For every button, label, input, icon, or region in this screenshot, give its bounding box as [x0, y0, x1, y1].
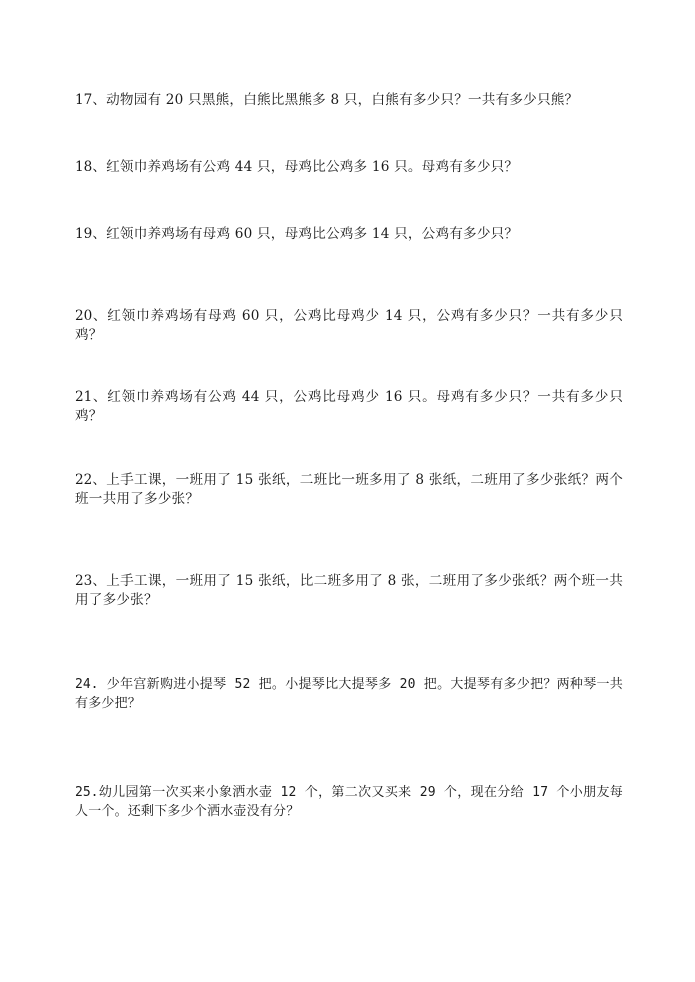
problem-19: [75, 225, 623, 244]
problem-separator: .: [90, 677, 107, 692]
problem-separator: 、: [92, 226, 107, 242]
problem-22: [75, 471, 623, 509]
problem-23: [75, 572, 623, 610]
problem-separator: 、: [92, 472, 107, 488]
problem-separator: 、: [92, 573, 107, 589]
problem-18: [75, 158, 623, 177]
problem-separator: 、: [92, 308, 108, 324]
problem-number: 20: [75, 308, 93, 324]
problem-number: 24: [75, 677, 91, 692]
problem-text: 红领巾养鸡场有母鸡 60 只，公鸡比母鸡少 14 只，公鸡有多少只？一共有多少只鸡？: [75, 308, 623, 343]
problem-number: 18: [75, 159, 93, 175]
problem-separator: 、: [92, 92, 107, 108]
problem-text: 红领巾养鸡场有公鸡 44 只，公鸡比母鸡少 16 只。母鸡有多少只？一共有多少只鸡？: [75, 389, 623, 424]
problem-25: [75, 783, 623, 821]
problem-17: [75, 91, 623, 110]
problem-number: 22: [75, 472, 93, 488]
problem-separator: 、: [92, 389, 108, 405]
problem-text: 少年宫新购进小提琴 52 把。小提琴比大提琴多 20 把。大提琴有多少把？两种琴一共有多少把？: [75, 677, 623, 711]
problem-number: 23: [75, 573, 93, 589]
problem-text: 红领巾养鸡场有母鸡 60 只，母鸡比公鸡多 14 只，公鸡有多少只？: [106, 226, 519, 242]
problem-text: 上手工课，一班用了 15 张纸，比二班多用了 8 张，二班用了多少张纸？两个班一共用了多少张？: [75, 573, 623, 608]
problem-text: 幼儿园第一次买来小象洒水壶 12 个，第二次又买来 29 个，现在分给 17 个小朋友每人一个。还剩下多少个洒水壶没有分？: [75, 785, 623, 819]
problem-number: 19: [75, 226, 93, 242]
problem-separator: 、: [92, 159, 107, 175]
problem-separator: .: [90, 785, 99, 800]
problem-20: [75, 307, 623, 345]
problem-24: [75, 675, 623, 713]
problem-21: [75, 388, 623, 426]
problem-number: 21: [75, 389, 93, 405]
problem-number: 17: [75, 92, 93, 108]
problem-text: 动物园有 20 只黑熊，白熊比黑熊多 8 只，白熊有多少只？一共有多少只熊？: [106, 92, 579, 108]
problem-number: 25: [75, 785, 91, 800]
problem-text: 上手工课，一班用了 15 张纸，二班比一班多用了 8 张纸，二班用了多少张纸？两个班一共用了多少张？: [75, 472, 623, 507]
problem-text: 红领巾养鸡场有公鸡 44 只，母鸡比公鸡多 16 只。母鸡有多少只？: [106, 159, 519, 175]
